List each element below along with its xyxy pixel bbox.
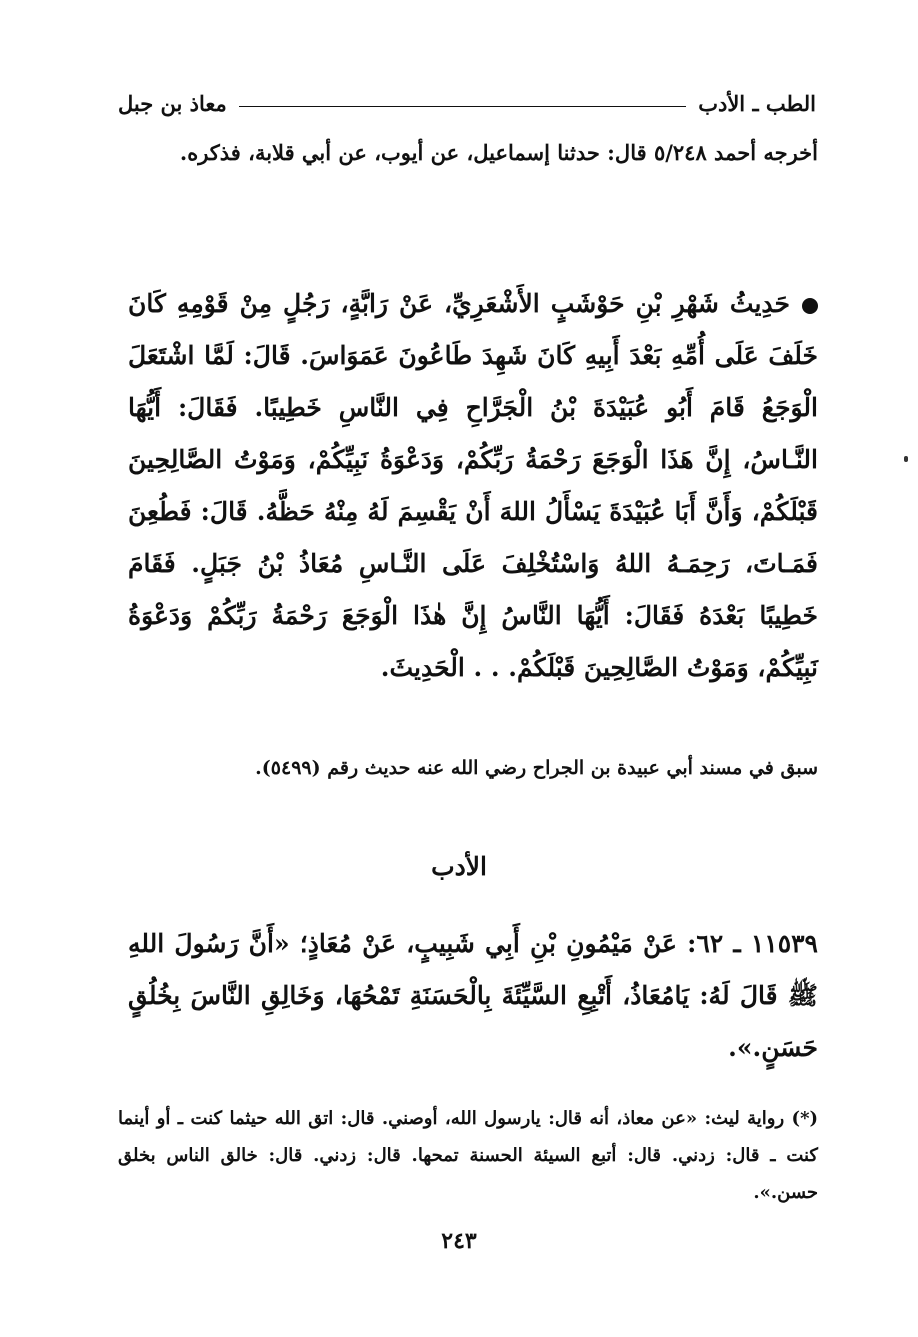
footnote: (*) رواية ليث: «عن معاذ، أنه قال: يارسول الله، أوصني. قال: اتق الله حيثما كنت ـ أو أينما كنت ـ قال: زدني. قال: أتبع السيئة الحسنة تمحها. قال: زدني. قال: خالق الناس بخلق حسن.». — [118, 1108, 818, 1203]
entry-number: ١١٥٣٩ ـ ٦٢: — [687, 929, 818, 958]
cross-reference-note: سبق في مسند أبي عبيدة بن الجراح رضي الله عنه حديث رقم (٥٤٩٩). — [255, 757, 818, 779]
hadith-text: حَدِيثُ شَهْرِ بْنِ حَوْشَبٍ الأَشْعَرِيِّ، عَنْ رَابَّةٍ، رَجُلٍ مِنْ قَوْمِهِ كَانَ خَلَفَ عَلَى أُمِّهِ بَعْدَ أَبِيهِ كَانَ شَهِدَ طَاعُونَ عَمَوَاسَ. قَالَ: لَمَّا اشْتَعَلَ الْوَجَعُ قَامَ أَبُو عُبَيْدَةَ بْنُ الْجَرَّاحِ فِي النَّاسِ خَطِيبًا. فَقَالَ: أَيُّهَا النَّـاسُ، إِنَّ هَذَا الْوَجَعَ رَحْمَةُ رَبِّكُمْ، وَدَعْوَةُ نَبِيِّكُمْ، وَمَوْتُ الصَّالِحِينَ قَبْلَكُمْ، وَأَنَّ أَبَا عُبَيْدَةَ يَسْأَلُ اللهَ أَنْ يَقْسِمَ لَهُ مِنْهُ حَظَّهُ. قَالَ: فَطُعِنَ فَمَـاتَ، رَحِمَـهُ اللهُ وَاسْتُخْلِفَ عَلَى النَّـاسِ مُعَاذُ بْنُ جَبَلٍ. فَقَامَ خَطِيبًا بَعْدَهُ فَقَالَ: أَيُّهَا النَّاسُ إِنَّ هٰذَا الْوَجَعَ رَحْمَةُ رَبِّكُمْ وَدَعْوَةُ نَبِيِّكُمْ، وَمَوْتُ الصَّالِحِينَ قَبْلَكُمْ. . . الْحَدِيثَ. — [128, 289, 818, 682]
entry-text: عَنْ مَيْمُونِ بْنِ أَبِي شَبِيبٍ، عَنْ مُعَاذٍ؛ «أَنَّ رَسُولَ اللهِ ﷺ قَالَ لَهُ: يَامُعَاذُ، أَتْبِعِ السَّيِّئَةَ بِالْحَسَنَةِ تَمْحُهَا، وَخَالِقِ النَّاسَ بِخُلُقٍ حَسَنٍ.». — [128, 929, 818, 1062]
scan-edge-mark — [904, 456, 908, 462]
header-companion-name: معاذ بن جبل — [118, 90, 227, 116]
section-heading: الأدب — [431, 852, 487, 881]
page-number: ٢٤٣ — [441, 1228, 477, 1254]
header-section-title: الطب ـ الأدب — [698, 90, 816, 116]
header-rule — [239, 106, 686, 107]
running-header — [118, 86, 816, 120]
takhrij-note: أخرجه أحمد ٥/٢٤٨ قال: حدثنا إسماعيل، عن أيوب، عن أبي قلابة، فذكره. — [179, 140, 818, 165]
hadith-paragraph — [128, 278, 818, 694]
bullet-icon — [802, 298, 818, 314]
hadith-entry — [128, 918, 818, 1074]
